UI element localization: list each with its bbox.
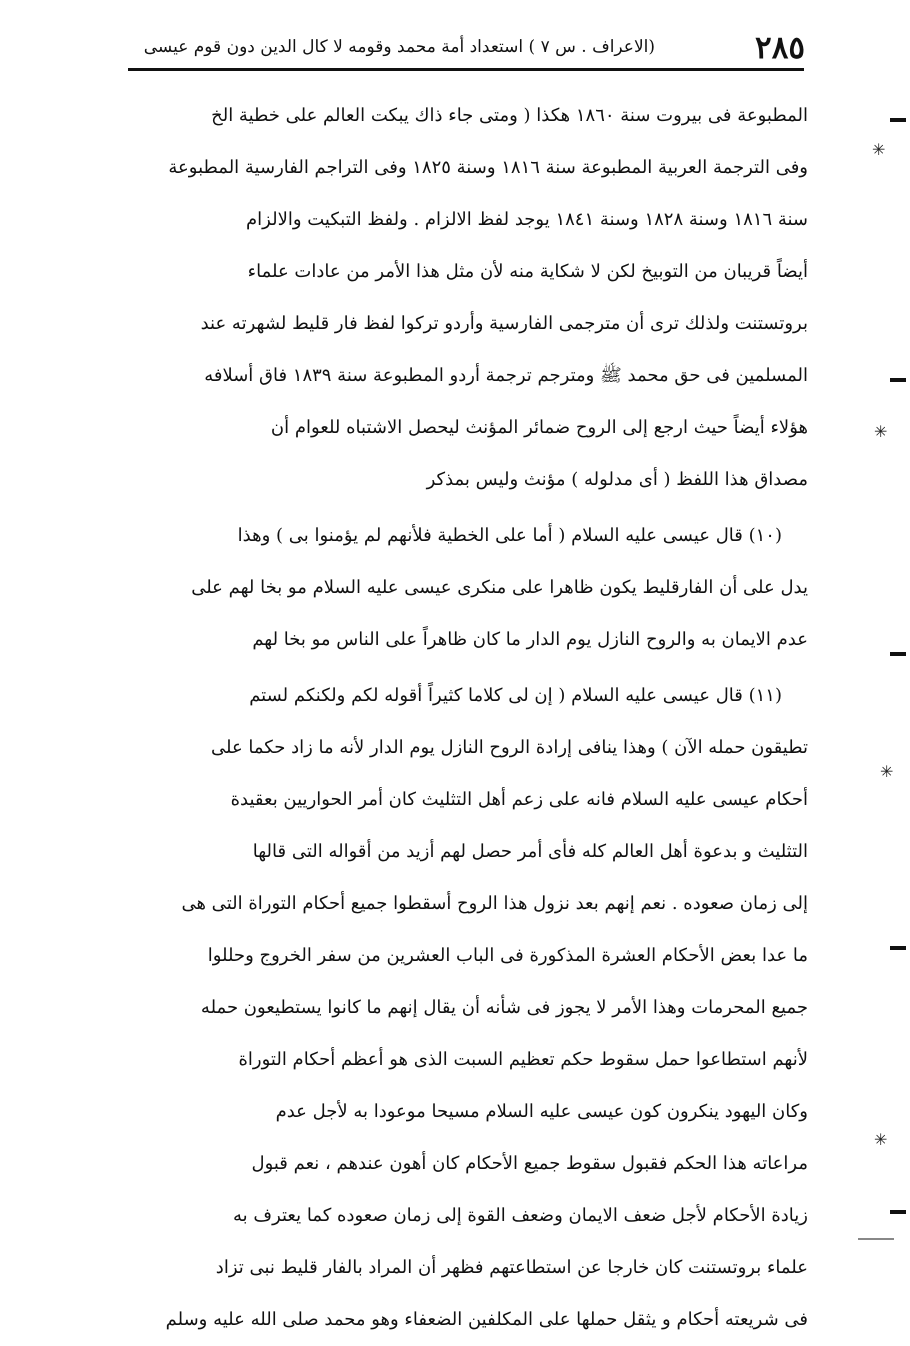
text-line: فى شريعته أحكام و يثقل حملها على المكلفين الضعفاء وهو محمد صلى الله عليه وسلم (165, 1309, 808, 1330)
text-line: علماء بروتستنت كان خارجا عن استطاعتهم فظهر أن المراد بالفار قليط نبى تزاد (215, 1257, 808, 1278)
text-line: المسلمين فى حق محمد ﷺ ومترجم ترجمة أردو المطبوعة سنة ١٨٣٩ فاق أسلافه (204, 365, 808, 386)
text-line: يدل على أن الفارقليط يكون ظاهرا على منكرى عيسى عليه السلام مو بخا لهم على (191, 577, 808, 598)
text-line: مراعاته هذا الحكم فقبول سقوط جميع الأحكام كان أهون عندهم ، نعم قبول (251, 1153, 808, 1174)
text-line: التثليث و بدعوة أهل العالم كله فأى أمر حصل لهم أزيد من أقواله التى قالها (252, 841, 808, 862)
text-line: بروتستنت ولذلك ترى أن مترجمى الفارسية وأردو تركوا لفظ فار قليط لشهرته عند (200, 313, 808, 334)
margin-speck-mark: ✳ (872, 140, 886, 159)
text-line: زيادة الأحكام لأجل ضعف الايمان وضعف القوة إلى زمان صعوده كما يعترف به (233, 1205, 808, 1226)
paragraph-start-line: (١٠) قال عيسى عليه السلام ( أما على الخطية فلأنهم لم يؤمنوا بى ) وهذا (237, 525, 782, 546)
text-line: سنة ١٨١٦ وسنة ١٨٢٨ وسنة ١٨٤١ يوجد لفظ الالزام . ولفظ التبكيت والالزام (246, 209, 808, 230)
text-line: تطيقون حمله الآن ) وهذا ينافى إرادة الروح النازل يوم الدار لأنه ما زاد حكما على (210, 737, 808, 758)
text-line: المطبوعة فى بيروت سنة ١٨٦٠ هكذا ( ومتى جاء ذاك يبكت العالم على خطية الخ (211, 105, 808, 126)
text-line: لأنهم استطاعوا حمل سقوط حكم تعظيم السبت الذى هو أعظم أحكام التوراة (238, 1049, 808, 1070)
text-line: وفى الترجمة العربية المطبوعة سنة ١٨١٦ وسنة ١٨٢٥ وفى التراجم الفارسية المطبوعة (168, 157, 808, 178)
margin-dash-mark (890, 652, 906, 656)
margin-speck-mark: ✳ (874, 1130, 888, 1149)
text-line: عدم الايمان به والروح النازل يوم الدار ما كان ظاهراً على الناس مو بخا لهم (252, 629, 808, 650)
margin-speck-mark: ✳ (880, 762, 894, 781)
margin-dash-mark (890, 378, 906, 382)
text-line: جميع المحرمات وهذا الأمر لا يجوز فى شأنه أن يقال إنهم ما كانوا يستطيعون حمله (200, 997, 808, 1018)
margin-dash-mark (890, 118, 906, 122)
text-line: ما عدا بعض الأحكام العشرة المذكورة فى الباب العشرين من سفر الخروج وحللوا (207, 945, 808, 966)
paragraph-start-line: (١١) قال عيسى عليه السلام ( إن لى كلاما كثيراً أقوله لكم ولكنكم لستم (249, 685, 782, 706)
running-title: (الاعراف . س ٧ ) استعداد أمة محمد وقومه لا كال الدين دون قوم عيسى (143, 37, 655, 57)
margin-dash-mark (890, 946, 906, 950)
margin-rule-mark (858, 1238, 894, 1240)
text-line: هؤلاء أيضاً حيث ارجع إلى الروح ضمائر المؤنث ليحصل الاشتباه للعوام أن (270, 417, 808, 438)
page-number: ٢٨٥ (755, 30, 805, 66)
margin-dash-mark (890, 1210, 906, 1214)
header-rule (128, 68, 804, 71)
text-line: وكان اليهود ينكرون كون عيسى عليه السلام مسيحا موعودا به لأجل عدم (275, 1101, 808, 1122)
text-line: أحكام عيسى عليه السلام فانه على زعم أهل التثليث كان أمر الحواريين بعقيدة (230, 789, 808, 810)
text-line: أيضاً قريبان من التوبيخ لكن لا شكاية منه لأن مثل هذا الأمر من عادات علماء (247, 261, 808, 282)
body-text (130, 90, 808, 1346)
text-line: مصداق هذا اللفظ ( أى مدلوله ) مؤنث وليس بمذكر (426, 469, 808, 490)
page-header (120, 28, 805, 68)
text-line: إلى زمان صعوده . نعم إنهم بعد نزول هذا الروح أسقطوا جميع أحكام التوراة التى هى (181, 893, 808, 914)
margin-speck-mark: ✳ (874, 422, 888, 441)
